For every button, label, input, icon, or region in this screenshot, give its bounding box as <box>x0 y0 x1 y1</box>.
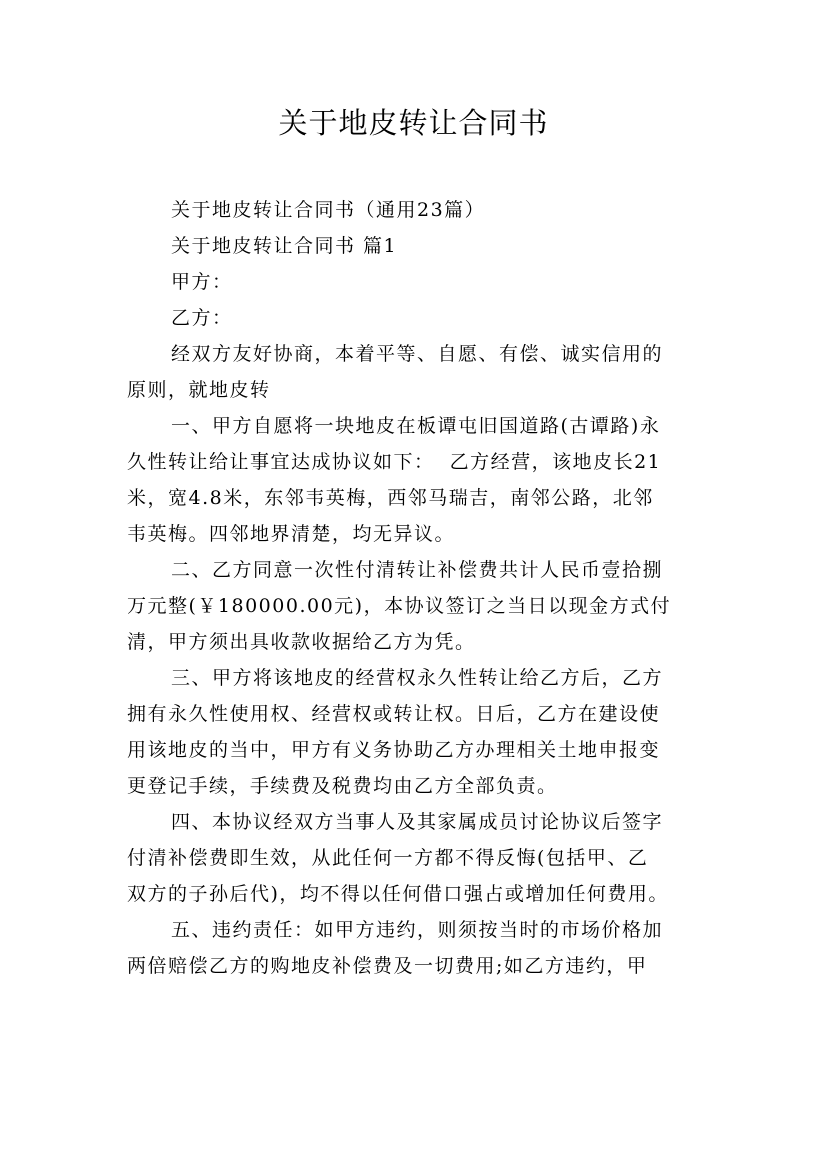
text-line: 更登记手续，手续费及税费均由乙方全部负责。 <box>127 775 558 797</box>
text-line: 两倍赔偿乙方的购地皮补偿费及一切费用;如乙方违约，甲 <box>127 955 648 977</box>
text-line: 清，甲方须出具收款收据给乙方为凭。 <box>127 631 476 653</box>
document-body <box>127 192 707 984</box>
text-line: 拥有永久性使用权、经营权或转让权。日后，乙方在建设使 <box>127 703 661 725</box>
text-line: 双方的子孙后代)，均不得以任何借口强占或增加任何费用。 <box>127 883 669 905</box>
text-line: 关于地皮转让合同书（通用23篇） <box>171 199 486 221</box>
text-line: 付清补偿费即生效，从此任何一方都不得反悔(包括甲、乙 <box>127 847 649 869</box>
text-line: 万元整(￥180000.00元)，本协议签订之当日以现金方式付 <box>127 595 672 617</box>
document-title: 关于地皮转让合同书 <box>278 106 549 140</box>
text-line: 五、违约责任：如甲方违约，则须按当时的市场价格加 <box>171 919 664 941</box>
text-line: 原则，就地皮转 <box>127 379 271 401</box>
text-line: 经双方友好协商，本着平等、自愿、有偿、诚实信用的 <box>171 343 664 365</box>
text-line: 关于地皮转让合同书 篇1 <box>171 235 398 257</box>
text-line: 乙方： <box>171 307 233 329</box>
text-line: 米，宽4.8米，东邻韦英梅，西邻马瑞吉，南邻公路，北邻 <box>127 487 654 509</box>
text-line: 一、甲方自愿将一块地皮在板谭屯旧国道路(古谭路)永 <box>171 415 661 437</box>
text-line: 用该地皮的当中，甲方有义务协助乙方办理相关土地申报变 <box>127 739 661 761</box>
text-line: 甲方： <box>171 271 233 293</box>
text-line: 三、甲方将该地皮的经营权永久性转让给乙方后，乙方 <box>171 667 664 689</box>
text-line: 二、乙方同意一次性付清转让补偿费共计人民币壹拾捌 <box>171 559 664 581</box>
text-line: 久性转让给让事宜达成协议如下： 乙方经营，该地皮长21 <box>127 451 662 473</box>
text-line: 四、本协议经双方当事人及其家属成员讨论协议后签字 <box>171 811 664 833</box>
text-line: 韦英梅。四邻地界清楚，均无异议。 <box>127 523 456 545</box>
